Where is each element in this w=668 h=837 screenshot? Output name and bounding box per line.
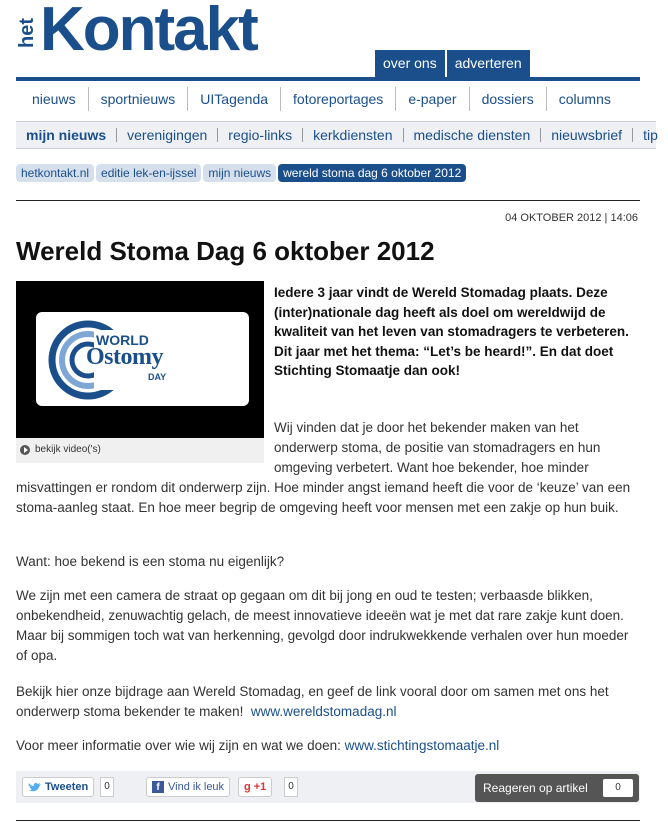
article-paragraph-4-text: Bekijk hier onze bijdrage aan Wereld Stomadag, en geef de link vooral door om samen met ons het onderwerp stoma bekender te maken! xyxy=(16,684,609,719)
world-ostomy-day-logo xyxy=(36,312,249,406)
logo-day-text: DAY xyxy=(148,372,167,382)
nav-dossiers[interactable]: dossiers xyxy=(469,87,546,111)
react-button[interactable] xyxy=(475,774,639,802)
topnav-adverteren[interactable]: adverteren xyxy=(447,50,530,77)
article-paragraph-3: We zijn met een camera de straat op gegaan om dit bij jong en oud te testen; verbaasde blikken, onbekendheid, zenuwachtig gelach, de meest innovatieve ideeën wat je met dat rare zakje kunt doen. Maar bij sommigen toch wat van herkenning, gevolgd door indrukwekkende verhalen over hun moeder of opa. xyxy=(16,588,629,663)
subnav-verenigingen[interactable]: verenigingen xyxy=(116,128,217,142)
like-label: Vind ik leuk xyxy=(168,781,225,793)
video-block[interactable] xyxy=(16,281,264,463)
nav-nieuws[interactable]: nieuws xyxy=(32,91,76,107)
nav-fotoreportages[interactable]: fotoreportages xyxy=(280,87,395,111)
subnav-nieuwsbrief[interactable]: nieuwsbrief xyxy=(540,128,632,142)
article-lead: Iedere 3 jaar vindt de Wereld Stomadag plaats. Deze (inter)nationale dag heeft als doel om wereldwijd de kwaliteit van het leven van stomadragers te verbeteren. Dit jaar met het thema: “Let’s be heard!”. En dat doet Stichting Stomaatje dan ook! xyxy=(274,285,629,379)
twitter-icon xyxy=(28,782,42,793)
gplus-label: +1 xyxy=(253,781,267,793)
article-paragraph-1b: misvattingen er rondom dit onderwerp zijn. Hoe minder angst iemand heeft die voor de ‘keuze’ van een stoma-aanleg staat. En hoe meer begrip de omgeving heeft voor mensen met een zakje op hun buik. xyxy=(16,480,631,515)
video-caption-link[interactable] xyxy=(20,444,101,455)
tweet-label: Tweeten xyxy=(45,781,89,793)
subnav-tip[interactable]: tip xyxy=(632,128,668,142)
link-wereldstomadag[interactable]: www.wereldstomadag.nl xyxy=(250,704,397,719)
nav-e-paper[interactable]: e-paper xyxy=(395,87,468,111)
react-count: 0 xyxy=(603,779,633,797)
breadcrumb-editie[interactable]: editie lek-en-ijssel xyxy=(96,164,201,182)
article-paragraph-5-text: Voor meer informatie over wie wij zijn en wat we doen: xyxy=(16,738,341,753)
subnav-medische-diensten[interactable]: medische diensten xyxy=(403,128,541,142)
video-caption-text: bekijk video('s) xyxy=(35,444,101,455)
logo-world-text: WORLD xyxy=(96,332,149,348)
logo-ostomy-text: Ostomy xyxy=(86,344,163,370)
article-paragraph-4 xyxy=(16,682,640,722)
tweet-count: 0 xyxy=(100,777,114,797)
nav-columns[interactable]: columns xyxy=(546,87,623,111)
subnav-mijn-nieuws[interactable]: mijn nieuws xyxy=(26,127,107,143)
article-paragraph-2: Want: hoe bekend is een stoma nu eigenlijk? xyxy=(16,554,285,569)
page-title: Wereld Stoma Dag 6 oktober 2012 xyxy=(16,236,435,266)
sub-nav xyxy=(16,121,656,149)
breadcrumb-current: wereld stoma dag 6 oktober 2012 xyxy=(278,164,466,182)
logo-kontakt: Kontakt xyxy=(40,0,257,64)
article-paragraph-5 xyxy=(16,736,640,756)
gplus-button[interactable] xyxy=(238,777,272,797)
gplus-count: 0 xyxy=(284,777,298,797)
header-rule xyxy=(16,77,640,81)
article-date: 04 OKTOBER 2012 | 14:06 xyxy=(505,212,638,224)
content-top-divider xyxy=(16,200,640,201)
site-logo[interactable] xyxy=(18,2,348,68)
article-paragraph-1a: Wij vinden dat je door het bekender maken van het onderwerp stoma, de positie van stomadragers en hun omgeving verbetert. Want hoe bekender, hoe minder xyxy=(274,420,601,475)
link-stichtingstomaatje[interactable]: www.stichtingstomaatje.nl xyxy=(344,738,500,753)
breadcrumb-mijn-nieuws[interactable]: mijn nieuws xyxy=(203,164,276,182)
google-plus-icon: g xyxy=(244,781,251,793)
logo-het: het xyxy=(16,18,38,48)
play-icon xyxy=(20,445,30,455)
facebook-icon: f xyxy=(152,781,164,793)
subnav-kerkdiensten[interactable]: kerkdiensten xyxy=(302,128,402,142)
subnav-regio-links[interactable]: regio-links xyxy=(217,128,302,142)
content-bottom-divider xyxy=(16,820,640,821)
like-button[interactable] xyxy=(146,777,230,797)
main-nav xyxy=(16,87,656,111)
breadcrumb-home[interactable]: hetkontakt.nl xyxy=(16,164,94,182)
tweet-button[interactable] xyxy=(22,777,94,797)
breadcrumb xyxy=(16,164,468,182)
nav-sportnieuws[interactable]: sportnieuws xyxy=(88,87,188,111)
react-label: Reageren op artikel xyxy=(483,781,588,795)
nav-uitagenda[interactable]: UITagenda xyxy=(187,87,280,111)
top-nav xyxy=(375,50,532,77)
video-player[interactable] xyxy=(16,281,264,438)
topnav-over-ons[interactable]: over ons xyxy=(375,50,445,77)
